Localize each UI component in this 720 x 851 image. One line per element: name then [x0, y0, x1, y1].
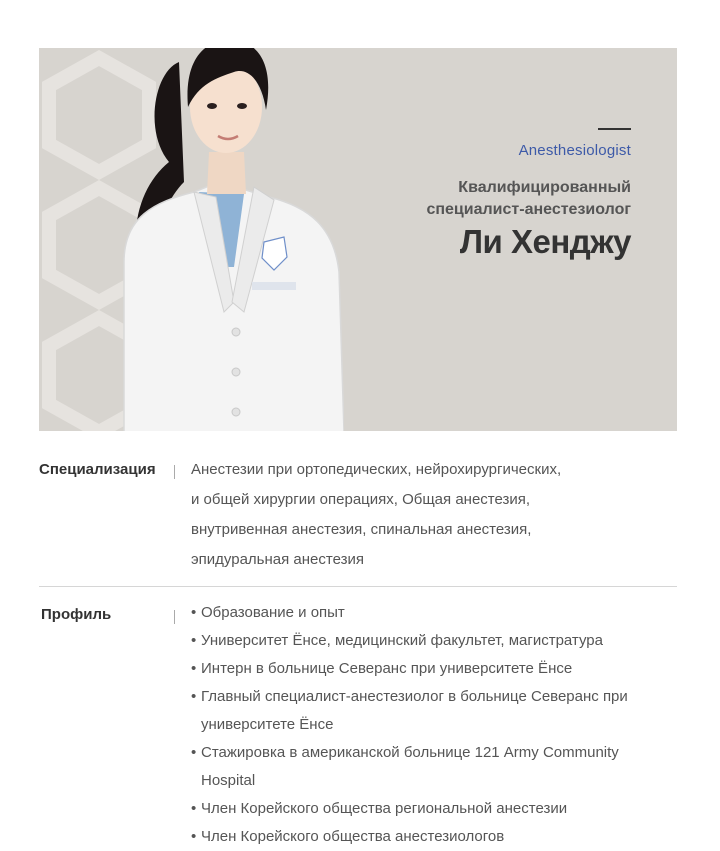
title-line-1: Квалифицированный — [458, 179, 631, 196]
specialization-line: внутривенная анестезия, спинальная анестезия, — [191, 521, 532, 538]
doctor-hero-banner — [39, 48, 677, 431]
specialization-line: Анестезии при ортопедических, нейрохирургических, — [191, 461, 562, 478]
profile-list — [191, 599, 677, 851]
section-divider — [39, 586, 677, 587]
vertical-separator — [174, 610, 175, 624]
list-item: • Университет Ёнсе, медицинский факультет, магистратура — [191, 627, 677, 655]
profile-row — [39, 604, 677, 845]
list-item: • Член Корейского общества региональной анестезии — [191, 795, 677, 823]
list-item: • Образование и опыт — [191, 599, 677, 627]
specialization-text — [191, 455, 561, 575]
hero-caption — [426, 128, 631, 261]
list-item: • Главный специалист-анестезиолог в больнице Северанс при университете Ёнсе — [191, 683, 631, 739]
specialization-row — [39, 461, 677, 571]
specialization-label: Специализация — [39, 461, 156, 478]
specialization-line: и общей хирургии операциях, Общая анестезия, — [191, 491, 531, 508]
profile-list-wrap — [191, 599, 677, 851]
title-line-2: специалист-анестезиолог — [426, 201, 631, 218]
vertical-separator — [174, 465, 175, 479]
specialization-line: эпидуральная анестезия — [191, 551, 364, 568]
list-item: • Стажировка в американской больнице 121 Army Community Hospital — [191, 739, 677, 795]
doctor-name: Ли Хенджу — [459, 223, 631, 260]
list-item: • Интерн в больнице Северанс при университете Ёнсе — [191, 655, 677, 683]
list-item: • Член Корейского общества анестезиологов — [191, 823, 677, 851]
role-label: Anesthesiologist — [518, 142, 631, 159]
doctor-portrait — [84, 48, 344, 431]
profile-label: Профиль — [41, 606, 112, 623]
accent-dash — [598, 128, 631, 130]
